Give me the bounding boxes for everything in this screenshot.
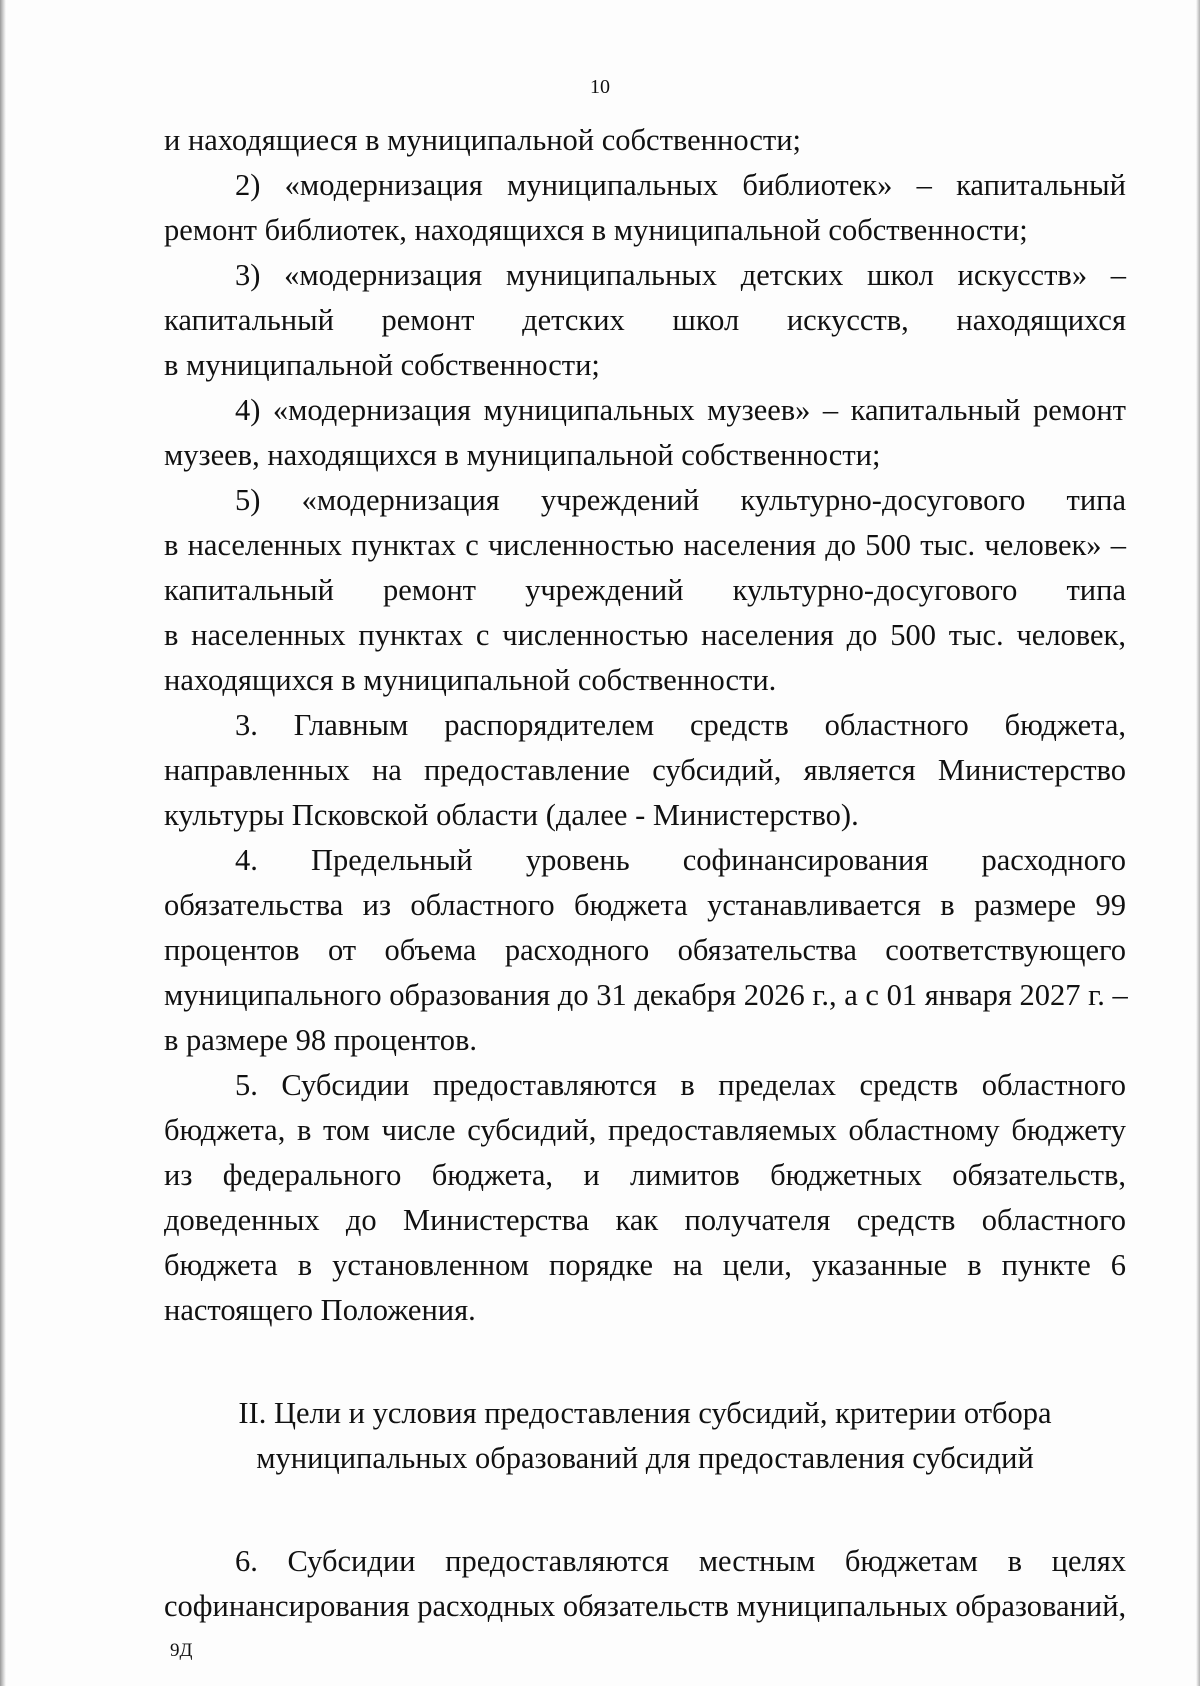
document-body — [164, 118, 1126, 1629]
list-item-5-line3: капитальный ремонт учреждений культурно-досугового типа — [164, 573, 1126, 607]
clause-5-line1: 5. Субсидии предоставляются в пределах средств областного — [235, 1068, 1126, 1102]
list-item-5-line5: находящихся в муниципальной собственности. — [164, 663, 777, 697]
footer-code: 9Д — [170, 1640, 193, 1661]
clause-5-line5: бюджета в установленном порядке на цели, указанные в пункте 6 — [164, 1248, 1126, 1282]
text-line: и находящиеся в муниципальной собственности; — [164, 123, 802, 157]
list-item-3-line3: в муниципальной собственности; — [164, 348, 600, 382]
list-item-2-line2: ремонт библиотек, находящихся в муниципальной собственности; — [164, 213, 1028, 247]
list-item-4-line2: музеев, находящихся в муниципальной собственности; — [164, 438, 881, 472]
clause-6-line2: софинансирования расходных обязательств муниципальных образований, — [164, 1589, 1127, 1623]
clause-5-line6: настоящего Положения. — [164, 1293, 476, 1327]
section-heading-line2: муниципальных образований для предоставления субсидий — [256, 1441, 1034, 1475]
clause-4-line1: 4. Предельный уровень софинансирования расходного — [235, 843, 1126, 877]
section-heading-line1: II. Цели и условия предоставления субсидий, критерии отбора — [238, 1396, 1052, 1430]
list-item-5-line4: в населенных пунктах с численностью населения до 500 тыс. человек, — [164, 618, 1126, 652]
list-item-3-line2: капитальный ремонт детских школ искусств, находящихся — [164, 303, 1126, 337]
clause-4-line5: в размере 98 процентов. — [164, 1023, 478, 1057]
clause-3-line1: 3. Главным распорядителем средств областного бюджета, — [235, 708, 1126, 742]
clause-3-line2: направленных на предоставление субсидий, является Министерство — [164, 753, 1126, 787]
clause-5-line2: бюджета, в том числе субсидий, предоставляемых областному бюджету — [164, 1113, 1126, 1147]
list-item-5-line1: 5) «модернизация учреждений культурно-досугового типа — [235, 483, 1126, 517]
list-item-2-line1: 2) «модернизация муниципальных библиотек» – капитальный — [235, 168, 1126, 202]
list-item-3-line1: 3) «модернизация муниципальных детских школ искусств» – — [235, 258, 1126, 292]
scan-edge-left — [0, 0, 6, 1686]
list-item-5-line2: в населенных пунктах с численностью населения до 500 тыс. человек» – — [164, 528, 1126, 562]
clause-3-line3: культуры Псковской области (далее - Министерство). — [164, 798, 859, 832]
scan-edge-right — [1196, 0, 1200, 1686]
section-heading — [164, 1391, 1126, 1481]
clause-5-line4: доведенных до Министерства как получателя средств областного — [164, 1203, 1126, 1237]
clause-4-line3: процентов от объема расходного обязательства соответствующего — [164, 933, 1126, 967]
list-item-4-line1: 4) «модернизация муниципальных музеев» – капитальный ремонт — [235, 393, 1126, 427]
clause-5-line3: из федерального бюджета, и лимитов бюджетных обязательств, — [164, 1158, 1126, 1192]
page-number: 10 — [590, 76, 610, 98]
clause-4-line4: муниципального образования до 31 декабря 2026 г., а с 01 января 2027 г. – — [164, 978, 1128, 1012]
clause-6-line1: 6. Субсидии предоставляются местным бюджетам в целях — [235, 1544, 1126, 1578]
clause-4-line2: обязательства из областного бюджета устанавливается в размере 99 — [164, 888, 1126, 922]
